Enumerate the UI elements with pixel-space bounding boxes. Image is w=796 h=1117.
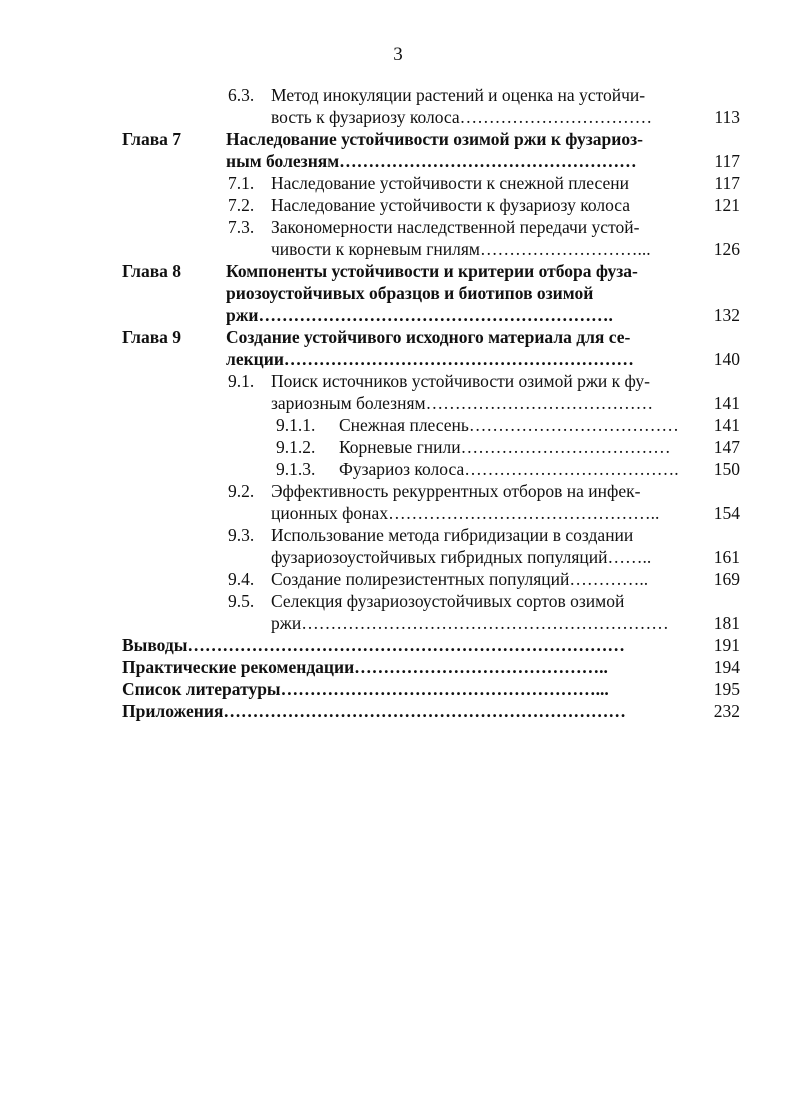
toc-chapter-8-label: Глава 8 [122,261,182,281]
toc-entry-7-1: Наследование устойчивости к снежной плесени [271,173,629,193]
toc-page-9-1-2: 147 [713,437,740,457]
toc-entry-9-3-line1: Использование метода гибридизации в создании [271,525,634,545]
toc-page-7-3: 126 [713,239,740,259]
toc-page-recommendations: 194 [713,657,740,677]
toc-chapter-9-line1: Создание устойчивого исходного материала для се- [226,327,631,347]
toc-chapter-8-line2: риозоустойчивых образцов и биотипов озимой [226,283,594,303]
toc-page-9-2: 154 [713,503,740,523]
toc-entry-9-3-line2: фузариозоустойчивых гибридных популяций…….. [271,547,652,567]
toc-num-9-5: 9.5. [228,591,255,611]
toc-entry-9-1-2: Корневые гнили……………………………… [339,437,671,457]
toc-page-chapter-8: 132 [713,305,740,325]
toc-chapter-9-label: Глава 9 [122,327,182,347]
toc-num-9-2: 9.2. [228,481,255,501]
toc-num-7-1: 7.1. [228,173,255,193]
toc-entry-9-5-line2: ржи……………………………………………………… [271,613,669,633]
toc-num-9-3: 9.3. [228,525,255,545]
toc-chapter-7-line2: ным болезням…………………………………………… [226,151,637,171]
toc-entry-9-1-3: Фузариоз колоса………………………………. [339,459,679,479]
toc-chapter-7-line1: Наследование устойчивости озимой ржи к фузариоз- [226,129,643,149]
toc-num-7-2: 7.2. [228,195,255,215]
toc-page-9-1: 141 [713,393,740,413]
toc-num-9-1-2: 9.1.2. [276,437,316,457]
toc-page-9-1-1: 141 [713,415,740,435]
toc-entry-9-2-line1: Эффективность рекуррентных отборов на инфек- [271,481,641,501]
toc-chapter-7-label: Глава 7 [122,129,182,149]
toc-num-9-4: 9.4. [228,569,255,589]
toc-page-9-4: 169 [713,569,740,589]
toc-num-6-3: 6.3. [228,85,255,105]
toc-chapter-8-line3: ржи……………………………………………………. [226,305,613,325]
toc-page-references: 195 [713,679,740,699]
toc-num-7-3: 7.3. [228,217,255,237]
toc-page-chapter-9: 140 [713,349,740,369]
toc-appendices: Приложения…………………………………………………………… [122,701,626,721]
toc-page-conclusions: 191 [713,635,740,655]
toc-page-9-3: 161 [713,547,740,567]
toc-entry-7-3-line1: Закономерности наследственной передачи устой- [271,217,640,237]
toc-entry-7-2: Наследование устойчивости к фузариозу колоса [271,195,631,215]
toc-entry-6-3-line2: вость к фузариозу колоса…………………………… [271,107,653,127]
page-number: 3 [393,44,403,65]
toc-page-9-5: 181 [713,613,740,633]
toc-references: Список литературы………………………………………………... [122,679,609,699]
toc-entry-9-2-line2: ционных фонах……………………………………….. [271,503,660,523]
toc-entry-9-1-line1: Поиск источников устойчивости озимой ржи к фу- [271,371,651,391]
toc-page-6-3: 113 [714,107,740,127]
toc-conclusions: Выводы………………………………………………………………… [122,635,625,655]
toc-num-9-1-3: 9.1.3. [276,459,316,479]
toc-entry-9-5-line1: Селекция фузариозоустойчивых сортов озимой [271,591,625,611]
toc-entry-6-3-line1: Метод инокуляции растений и оценка на устойчи- [271,85,646,105]
toc-num-9-1-1: 9.1.1. [276,415,316,435]
toc-page-7-2: 121 [713,195,740,215]
toc-page-chapter-7: 117 [714,151,740,171]
toc-recommendations: Практические рекомендации…………………………………….. [122,657,608,677]
toc-page-appendices: 232 [713,701,740,721]
toc-entry-9-4: Создание полирезистентных популяций………….. [271,569,649,589]
toc-page-7-1: 117 [714,173,740,193]
toc-entry-9-1-1: Снежная плесень……………………………… [339,415,679,435]
toc-chapter-9-line2: лекции…………………………………………………… [226,349,634,369]
toc-entry-9-1-line2: зариозным болезням………………………………… [271,393,654,413]
toc-num-9-1: 9.1. [228,371,255,391]
toc-entry-7-3-line2: чивости к корневым гнилям………………………... [271,239,651,259]
toc-page-9-1-3: 150 [713,459,740,479]
toc-chapter-8-line1: Компоненты устойчивости и критерии отбора фуза- [226,261,638,281]
